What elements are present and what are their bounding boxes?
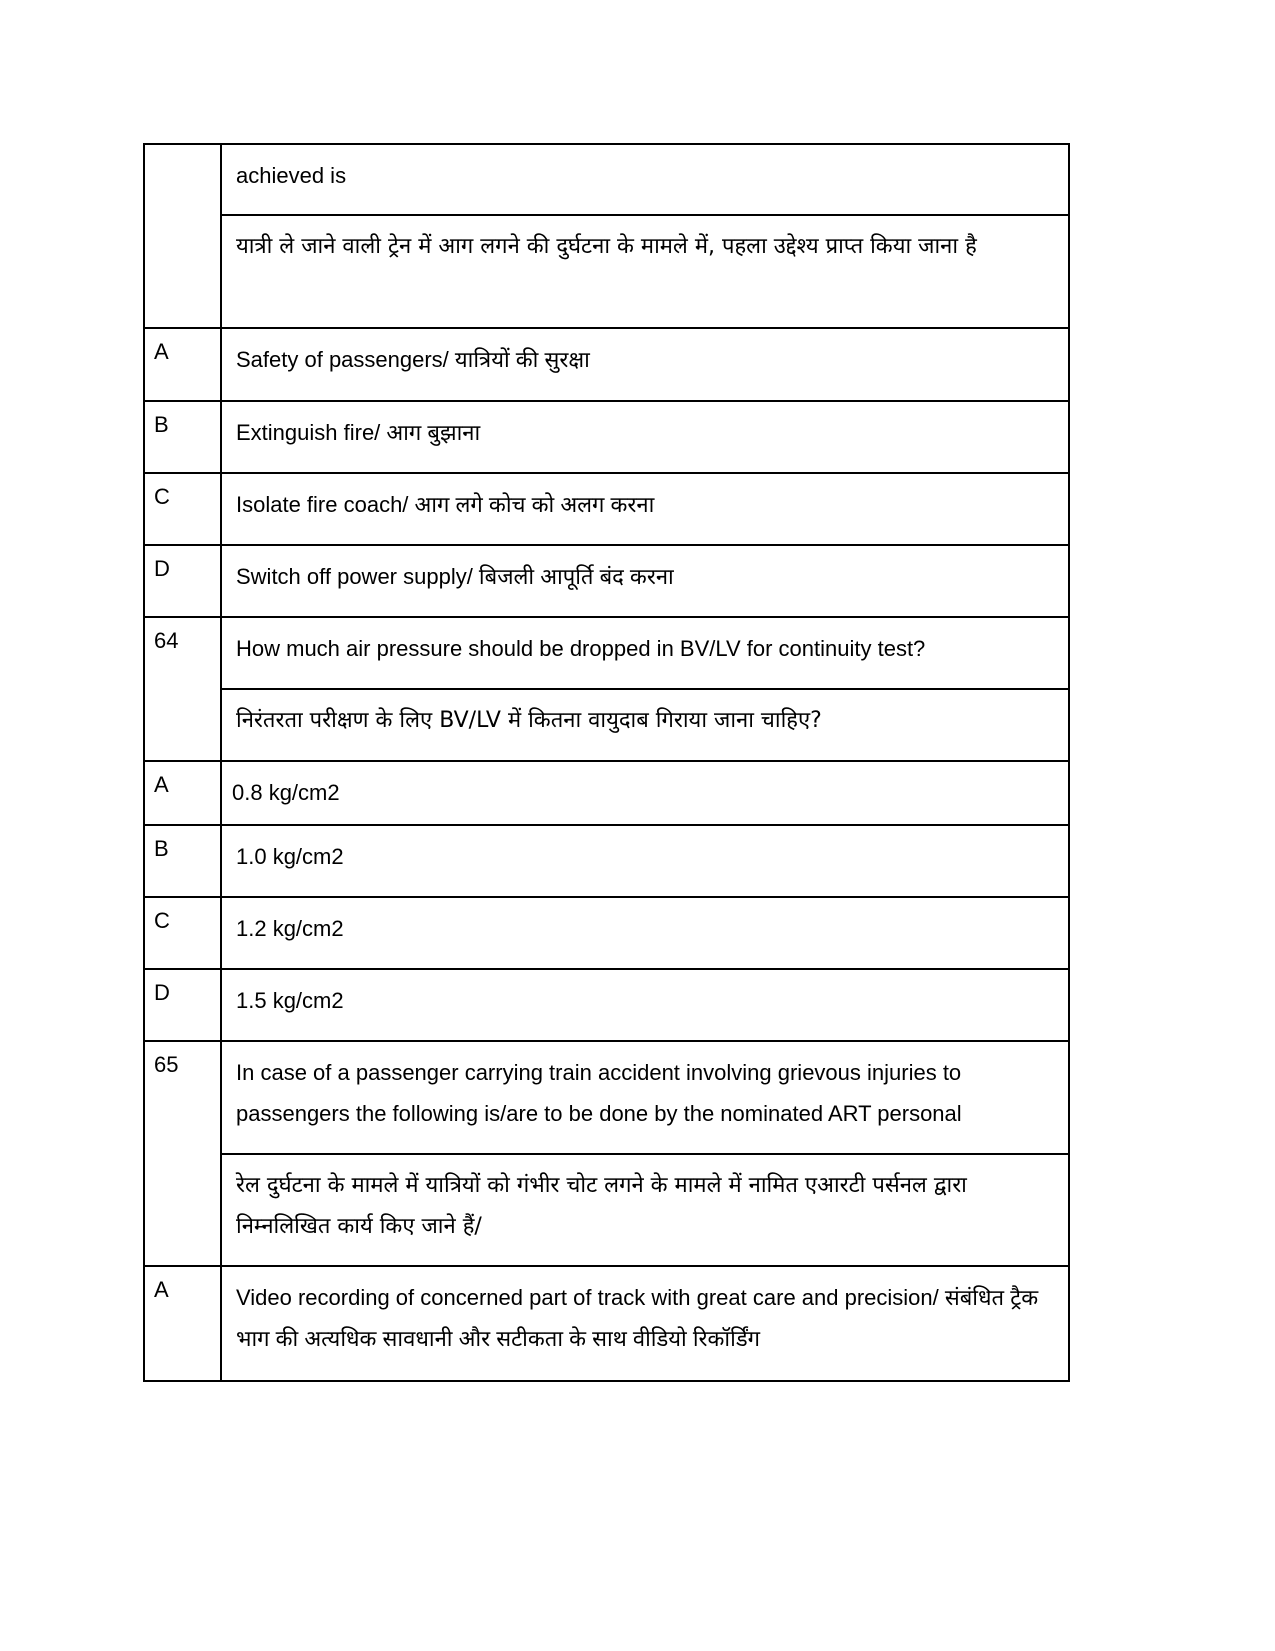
option-text: 1.5 kg/cm2	[221, 969, 1069, 1041]
option-text: 1.0 kg/cm2	[221, 825, 1069, 897]
question-text-hindi: निरंतरता परीक्षण के लिए BV/LV में कितना वायुदाब गिराया जाना चाहिए?	[221, 689, 1069, 761]
option-label: C	[144, 897, 221, 969]
table-row	[144, 545, 1069, 617]
question-table	[143, 143, 1070, 1382]
table-row	[144, 617, 1069, 689]
option-text: 1.2 kg/cm2	[221, 897, 1069, 969]
option-label: B	[144, 401, 221, 473]
table-row	[144, 215, 1069, 328]
option-label: D	[144, 545, 221, 617]
question-text-english: In case of a passenger carrying train accident involving grievous injuries to passengers the following is/are to be done by the nominated ART personal	[221, 1041, 1069, 1154]
table-row	[144, 144, 1069, 215]
option-label: B	[144, 825, 221, 897]
option-text: Video recording of concerned part of track with great care and precision/ संबंधित ट्रैक भाग की अत्यधिक सावधानी और सटीकता के साथ वीडियो रिकॉर्डिंग	[221, 1266, 1069, 1381]
question-number-cell	[144, 144, 221, 328]
table-row	[144, 328, 1069, 401]
table-row	[144, 761, 1069, 825]
option-text: Safety of passengers/ यात्रियों की सुरक्षा	[221, 328, 1069, 401]
option-label: A	[144, 1266, 221, 1381]
question-text-hindi: यात्री ले जाने वाली ट्रेन में आग लगने की दुर्घटना के मामले में, पहला उद्देश्य प्राप्त किया जाना है	[221, 215, 1069, 328]
question-text-english: How much air pressure should be dropped in BV/LV for continuity test?	[221, 617, 1069, 689]
table-row	[144, 825, 1069, 897]
table-row	[144, 689, 1069, 761]
table-row	[144, 1266, 1069, 1381]
option-text: Isolate fire coach/ आग लगे कोच को अलग करना	[221, 473, 1069, 545]
option-text: 0.8 kg/cm2	[221, 761, 1069, 825]
table-row	[144, 969, 1069, 1041]
option-label: A	[144, 761, 221, 825]
option-text: Extinguish fire/ आग बुझाना	[221, 401, 1069, 473]
option-text: Switch off power supply/ बिजली आपूर्ति बंद करना	[221, 545, 1069, 617]
table-row	[144, 473, 1069, 545]
table-row	[144, 401, 1069, 473]
table-row	[144, 1041, 1069, 1154]
question-number-cell: 64	[144, 617, 221, 761]
option-label: A	[144, 328, 221, 401]
table-row	[144, 1154, 1069, 1266]
option-label: C	[144, 473, 221, 545]
question-number-cell: 65	[144, 1041, 221, 1266]
option-label: D	[144, 969, 221, 1041]
question-text-english: achieved is	[221, 144, 1069, 215]
table-row	[144, 897, 1069, 969]
question-text-hindi: रेल दुर्घटना के मामले में यात्रियों को गंभीर चोट लगने के मामले में नामित एआरटी पर्सनल द्वारा निम्नलिखित कार्य किए जाने हैं/	[221, 1154, 1069, 1266]
